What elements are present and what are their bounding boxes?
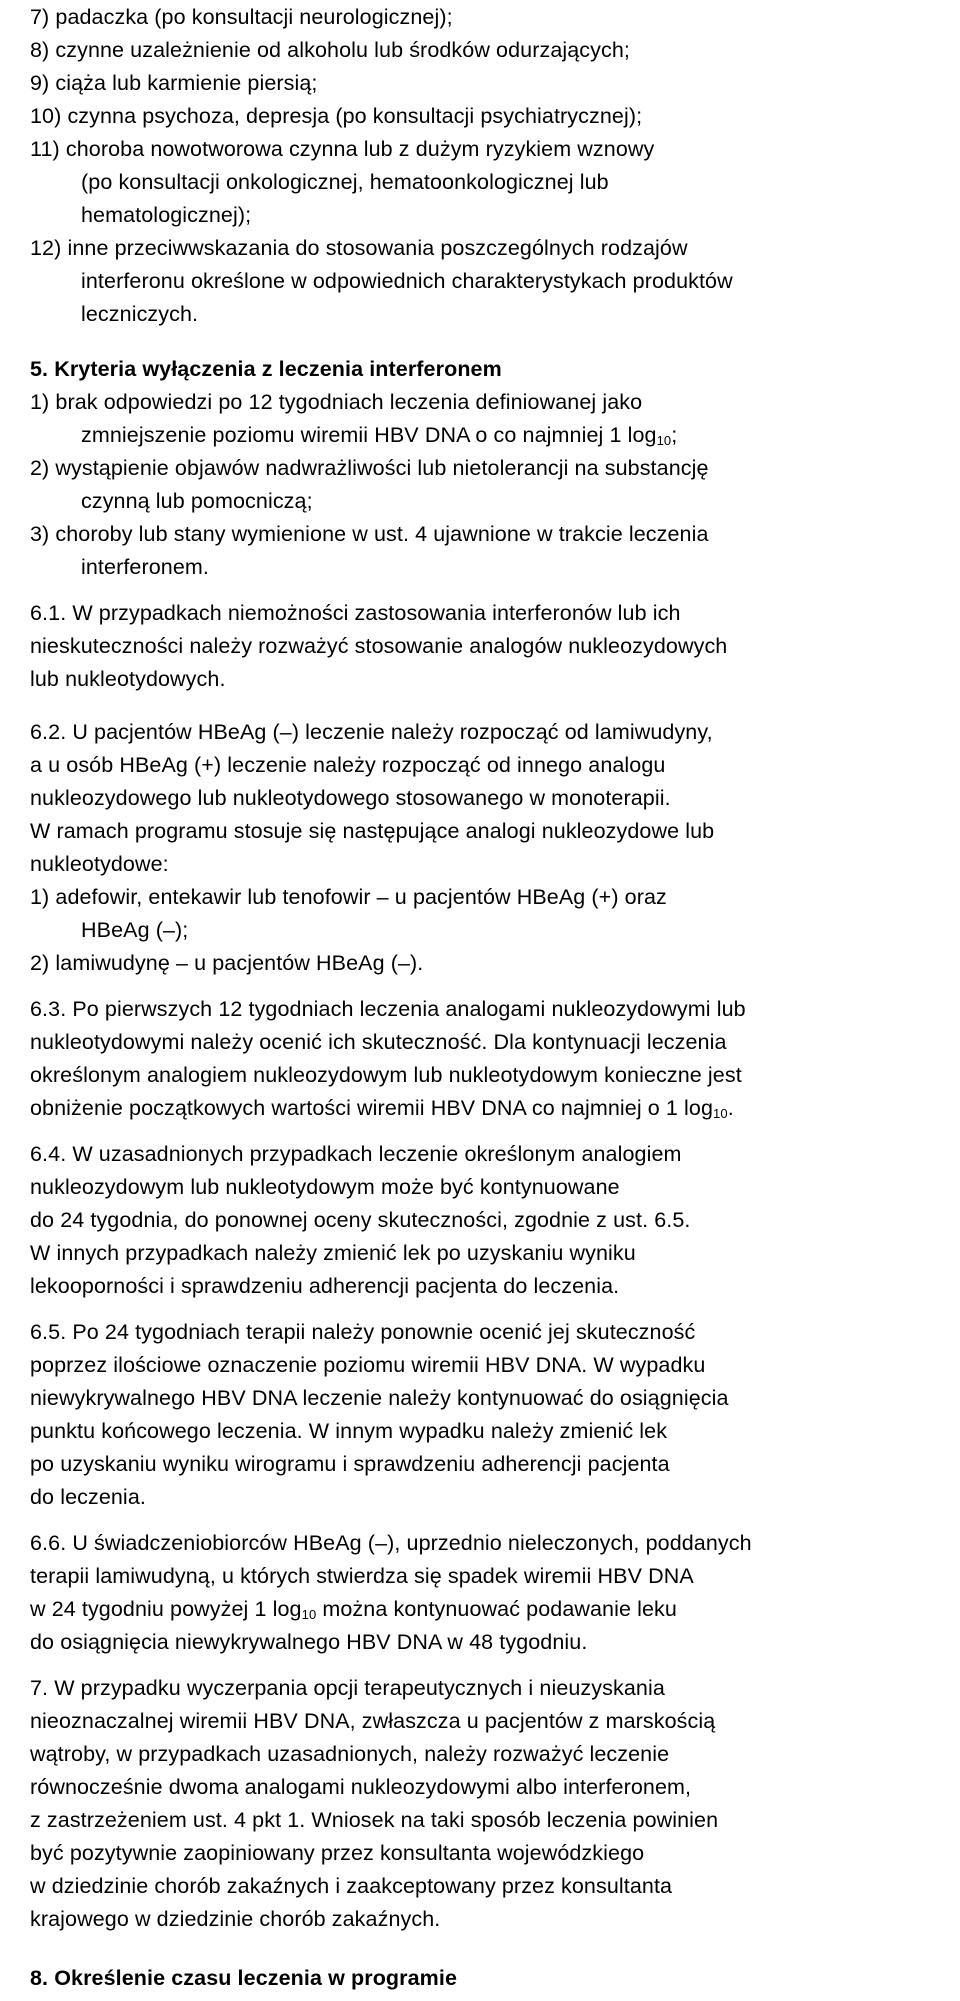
contraindication-item-12-cont: leczniczych. bbox=[81, 302, 199, 326]
paragraph-7-cont: krajowego w dziedzinie chorób zakaźnych. bbox=[30, 1907, 441, 1931]
paragraph-6-4-cont: do 24 tygodnia, do ponownej oceny skuteczności, zgodnie z ust. 6.5. bbox=[30, 1208, 691, 1232]
paragraph-7-cont: równocześnie dwoma analogami nukleozydowymi albo interferonem, bbox=[30, 1775, 692, 1799]
paragraph-6-5-cont: do leczenia. bbox=[30, 1485, 146, 1509]
paragraph-6-4: 6.4. W uzasadnionych przypadkach leczenie określonym analogiem bbox=[30, 1142, 682, 1166]
paragraph-6-6: 6.6. U świadczeniobiorców HBeAg (–), uprzednio nieleczonych, poddanych bbox=[30, 1531, 752, 1555]
analog-item-1: 1) adefowir, entekawir lub tenofowir – u pacjentów HBeAg (+) oraz bbox=[30, 885, 667, 909]
paragraph-6-5-cont: niewykrywalnego HBV DNA leczenie należy kontynuować do osiągnięcia bbox=[30, 1386, 729, 1410]
contraindication-item-7: 7) padaczka (po konsultacji neurologicznej); bbox=[30, 5, 453, 29]
exclusion-item-3: 3) choroby lub stany wymienione w ust. 4 ujawnione w trakcie leczenia bbox=[30, 522, 709, 546]
contraindication-item-9: 9) ciąża lub karmienie piersią; bbox=[30, 71, 318, 95]
paragraph-6-5: 6.5. Po 24 tygodniach terapii należy ponownie ocenić jej skuteczność bbox=[30, 1320, 696, 1344]
paragraph-6-4-cont: W innych przypadkach należy zmienić lek po uzyskaniu wyniku bbox=[30, 1241, 636, 1265]
contraindication-item-11-cont: (po konsultacji onkologicznej, hematoonkologicznej lub bbox=[81, 170, 609, 194]
paragraph-6-3: 6.3. Po pierwszych 12 tygodniach leczenia analogami nukleozydowymi lub bbox=[30, 997, 746, 1021]
contraindication-item-8: 8) czynne uzależnienie od alkoholu lub środków odurzających; bbox=[30, 38, 630, 62]
paragraph-6-4-cont: nukleozydowym lub nukleotydowym może być kontynuowane bbox=[30, 1175, 620, 1199]
analog-item-2: 2) lamiwudynę – u pacjentów HBeAg (–). bbox=[30, 951, 424, 975]
section-8-heading: 8. Określenie czasu leczenia w programie bbox=[30, 1966, 458, 1990]
paragraph-7-cont: być pozytywnie zaopiniowany przez konsultanta wojewódzkiego bbox=[30, 1841, 645, 1865]
paragraph-6-1-cont: nieskuteczności należy rozważyć stosowanie analogów nukleozydowych bbox=[30, 634, 728, 658]
paragraph-6-3-cont: określonym analogiem nukleozydowym lub nukleotydowym konieczne jest bbox=[30, 1063, 742, 1087]
section-5-heading: 5. Kryteria wyłączenia z leczenia interferonem bbox=[30, 357, 502, 381]
paragraph-6-5-cont: po uzyskaniu wyniku wirogramu i sprawdzeniu adherencji pacjenta bbox=[30, 1452, 670, 1476]
paragraph-6-2-cont: nukleotydowe: bbox=[30, 852, 169, 876]
paragraph-7-cont: nieoznaczalnej wiremii HBV DNA, zwłaszcza u pacjentów z marskością bbox=[30, 1709, 716, 1733]
paragraph-6-2-cont: W ramach programu stosuje się następujące analogi nukleozydowe lub bbox=[30, 819, 715, 843]
paragraph-7-cont: wątroby, w przypadkach uzasadnionych, należy rozważyć leczenie bbox=[30, 1742, 670, 1766]
exclusion-item-1-cont: zmniejszenie poziomu wiremii HBV DNA o co najmniej 1 $\log_{10}$; bbox=[81, 423, 678, 448]
exclusion-item-2-cont: czynną lub pomocniczą; bbox=[81, 489, 313, 513]
paragraph-6-5-cont: punktu końcowego leczenia. W innym wypadku należy zmienić lek bbox=[30, 1419, 668, 1443]
contraindication-item-12-cont: interferonu określone w odpowiednich charakterystykach produktów bbox=[81, 269, 733, 293]
paragraph-7-cont: z zastrzeżeniem ust. 4 pkt 1. Wniosek na taki sposób leczenia powinien bbox=[30, 1808, 719, 1832]
paragraph-6-2-cont: a u osób HBeAg (+) leczenie należy rozpocząć od innego analogu bbox=[30, 753, 666, 777]
paragraph-6-5-cont: poprzez ilościowe oznaczenie poziomu wiremii HBV DNA. W wypadku bbox=[30, 1353, 706, 1377]
paragraph-6-1-cont: lub nukleotydowych. bbox=[30, 667, 226, 691]
contraindication-item-11: 11) choroba nowotworowa czynna lub z dużym ryzykiem wznowy bbox=[30, 137, 655, 161]
paragraph-6-2-cont: nukleozydowego lub nukleotydowego stosowanego w monoterapii. bbox=[30, 786, 671, 810]
contraindication-item-10: 10) czynna psychoza, depresja (po konsultacji psychiatrycznej); bbox=[30, 104, 643, 128]
exclusion-item-2: 2) wystąpienie objawów nadwrażliwości lub nietolerancji na substancję bbox=[30, 456, 709, 480]
paragraph-6-3-cont: obniżenie początkowych wartości wiremii HBV DNA co najmniej o 1 $\log_{10}$. bbox=[30, 1096, 734, 1121]
contraindication-item-12: 12) inne przeciwwskazania do stosowania poszczególnych rodzajów bbox=[30, 236, 688, 260]
paragraph-7-cont: w dziedzinie chorób zakaźnych i zaakceptowany przez konsultanta bbox=[30, 1874, 673, 1898]
analog-item-1-cont: HBeAg (–); bbox=[81, 918, 189, 942]
contraindication-item-11-cont: hematologicznej); bbox=[81, 203, 252, 227]
paragraph-7: 7. W przypadku wyczerpania opcji terapeutycznych i nieuzyskania bbox=[30, 1676, 665, 1700]
paragraph-6-2: 6.2. U pacjentów HBeAg (–) leczenie należy rozpocząć od lamiwudyny, bbox=[30, 720, 713, 744]
paragraph-6-4-cont: lekooporności i sprawdzeniu adherencji pacjenta do leczenia. bbox=[30, 1274, 620, 1298]
paragraph-6-1: 6.1. W przypadkach niemożności zastosowania interferonów lub ich bbox=[30, 601, 681, 625]
paragraph-6-3-cont: nukleotydowymi należy ocenić ich skuteczność. Dla kontynuacji leczenia bbox=[30, 1030, 727, 1054]
paragraph-6-6-cont: w 24 tygodniu powyżej 1 $\log_{10}$ można kontynuować podawanie leku bbox=[30, 1597, 677, 1622]
paragraph-6-6-cont: do osiągnięcia niewykrywalnego HBV DNA w 48 tygodniu. bbox=[30, 1630, 588, 1654]
exclusion-item-3-cont: interferonem. bbox=[81, 555, 209, 579]
exclusion-item-1: 1) brak odpowiedzi po 12 tygodniach leczenia definiowanej jako bbox=[30, 390, 643, 414]
paragraph-6-6-cont: terapii lamiwudyną, u których stwierdza się spadek wiremii HBV DNA bbox=[30, 1564, 694, 1588]
